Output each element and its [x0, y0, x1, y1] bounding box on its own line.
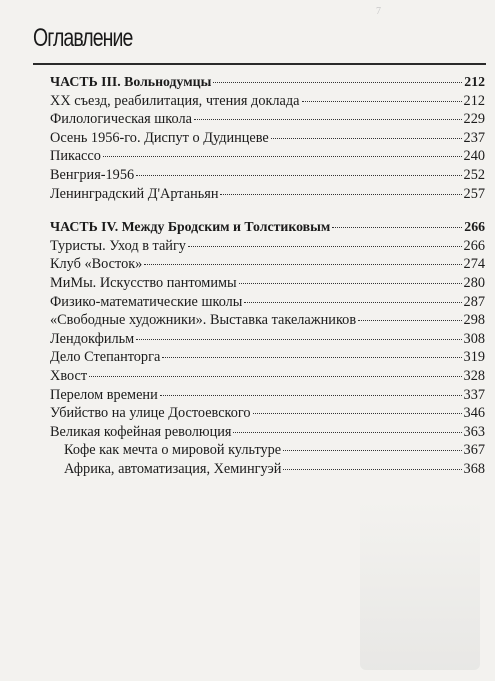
dot-leader [358, 320, 461, 321]
toc-entry[interactable] [50, 166, 485, 185]
toc-page-number: 257 [463, 185, 485, 202]
toc-entry-title: Осень 1956-го. Диспут о Дудинцеве [50, 129, 269, 146]
toc-page-number: 328 [463, 367, 485, 384]
dot-leader [103, 156, 462, 157]
toc-page-number: 252 [463, 166, 485, 183]
bleed-through-shadow [360, 500, 480, 670]
toc-entry-title: Венгрия-1956 [50, 166, 135, 183]
toc-entry[interactable] [50, 274, 485, 293]
toc-entry-title: Перелом времени [50, 386, 158, 403]
toc-entry[interactable] [50, 367, 485, 386]
toc-page-number: 367 [463, 442, 485, 459]
toc-page-number: 337 [463, 386, 485, 403]
toc-entry[interactable] [50, 330, 485, 349]
toc-entry-title: Филологическая школа [50, 111, 192, 128]
toc-page-number: 287 [463, 293, 485, 310]
dot-leader [239, 283, 462, 284]
toc-entry[interactable] [50, 255, 485, 274]
dot-leader [213, 82, 462, 83]
toc-page-number: 212 [464, 74, 485, 89]
toc-entry[interactable] [50, 293, 485, 312]
dot-leader [271, 138, 462, 139]
toc-page-number: 280 [463, 274, 485, 291]
toc-entry-title: Великая кофейная революция [50, 423, 232, 440]
toc-entry[interactable] [50, 348, 485, 367]
toc-part-3[interactable] [50, 73, 485, 92]
toc-entry[interactable] [50, 404, 485, 423]
dot-leader [144, 264, 461, 265]
toc-entry[interactable] [50, 237, 485, 256]
dot-leader [253, 413, 462, 414]
toc-entry-title: МиМы. Искусство пантомимы [50, 274, 237, 291]
dot-leader [244, 302, 461, 303]
toc-entry-title: XX съезд, реабилитация, чтения доклада [50, 92, 300, 109]
toc-part-title: ЧАСТЬ IV. Между Бродским и Толстиковым [50, 219, 331, 235]
toc-page-number: 308 [463, 330, 485, 347]
toc-entry[interactable] [50, 110, 485, 129]
toc-entry-title: Клуб «Восток» [50, 256, 143, 273]
dot-leader [220, 194, 461, 195]
toc-entry-title: Африка, автоматизация, Хемингуэй [64, 460, 282, 477]
toc-page-number: 240 [463, 148, 485, 165]
toc-entry[interactable] [50, 92, 485, 111]
toc-part-title: ЧАСТЬ III. Вольнодумцы [50, 74, 212, 89]
toc-page-number: 266 [464, 219, 485, 235]
toc-subentry[interactable] [50, 441, 485, 460]
dot-leader [160, 395, 462, 396]
toc-entry-title: Кофе как мечта о мировой культуре [64, 442, 282, 459]
toc-entry-title: Дело Степанторга [50, 349, 161, 366]
dot-leader [283, 450, 461, 451]
toc-subentry[interactable] [50, 460, 485, 479]
faint-mark: 7 [376, 6, 381, 17]
toc-page-number: 346 [463, 405, 485, 422]
toc-entry-title: Физико-математические школы [50, 293, 243, 310]
table-of-contents [50, 73, 485, 478]
dot-leader [162, 357, 461, 358]
toc-page-number: 363 [463, 423, 485, 440]
toc-entry[interactable] [50, 423, 485, 442]
toc-entry-title: Хвост [50, 367, 88, 384]
toc-part-4[interactable] [50, 218, 485, 237]
page-title: Оглавление [33, 24, 133, 52]
dot-leader [283, 469, 461, 470]
toc-entry-title: Пикассо [50, 148, 101, 165]
dot-leader [302, 101, 462, 102]
toc-page-number: 298 [463, 312, 485, 329]
toc-page-number: 237 [463, 129, 485, 146]
toc-entry-title: «Свободные художники». Выставка такелажников [50, 312, 357, 329]
dot-leader [136, 339, 461, 340]
dot-leader [188, 246, 462, 247]
section-gap [50, 203, 485, 218]
toc-entry-title: Убийство на улице Достоевского [50, 405, 251, 422]
toc-page-number: 212 [463, 92, 485, 109]
dot-leader [194, 119, 462, 120]
toc-page-number: 368 [463, 460, 485, 477]
toc-page-number: 266 [463, 237, 485, 254]
dot-leader [233, 432, 461, 433]
toc-entry-title: Лендокфильм [50, 330, 135, 347]
toc-page-number: 274 [463, 256, 485, 273]
dot-leader [136, 175, 461, 176]
toc-entry[interactable] [50, 311, 485, 330]
title-rule [33, 63, 486, 65]
toc-entry-title: Туристы. Уход в тайгу [50, 237, 186, 254]
dot-leader [89, 376, 461, 377]
toc-page-number: 229 [463, 111, 485, 128]
dot-leader [332, 227, 462, 228]
toc-entry[interactable] [50, 147, 485, 166]
toc-page-number: 319 [463, 349, 485, 366]
toc-entry[interactable] [50, 185, 485, 204]
toc-entry-title: Ленинградский Д'Артаньян [50, 185, 219, 202]
toc-entry[interactable] [50, 386, 485, 405]
toc-entry[interactable] [50, 129, 485, 148]
